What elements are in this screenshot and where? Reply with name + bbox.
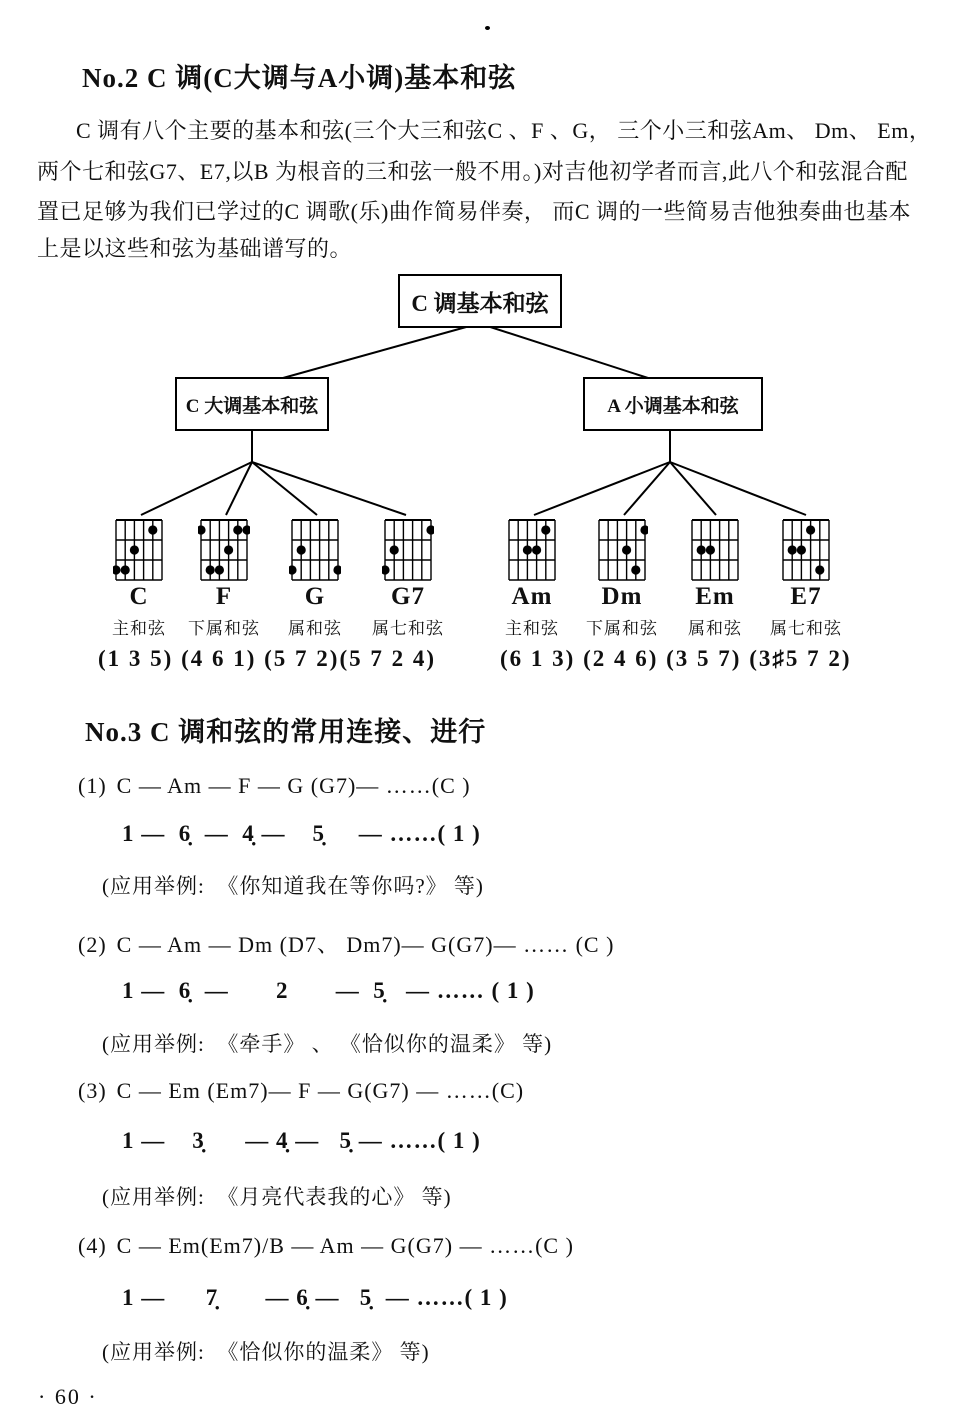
finger-dot — [121, 565, 130, 574]
finger-dot — [815, 565, 824, 574]
finger-dot — [806, 525, 815, 534]
chord-name: Em — [695, 583, 735, 610]
chord-diagram-Em — [672, 518, 758, 639]
finger-dot — [622, 545, 631, 554]
finger-dot — [242, 525, 250, 534]
finger-dot — [426, 525, 434, 534]
chord-name: F — [215, 583, 233, 610]
finger-dot — [706, 545, 715, 554]
chord-name: G7 — [391, 583, 425, 610]
finger-dot — [148, 525, 157, 534]
chord-function-label: 下属和弦 — [586, 619, 658, 638]
chord-grid — [289, 518, 341, 582]
paragraph-line: 上是以这些和弦为基础谱写的。 — [37, 236, 353, 261]
chord-function-label: 属和弦 — [688, 619, 742, 638]
finger-dot — [523, 545, 532, 554]
progression-chord-sequence: C — Em (Em7)— F — G(G7) — ……(C) — [116, 1078, 525, 1103]
chord-function-label: 主和弦 — [505, 619, 559, 638]
progression-chords — [78, 773, 471, 799]
progression-chords — [78, 1233, 574, 1259]
chord-function-label: 下属和弦 — [188, 619, 260, 638]
chord-name: C — [129, 583, 149, 610]
tree-right-box: A 小调基本和弦 — [583, 377, 763, 431]
chord-diagram-E7 — [763, 518, 849, 639]
tree-left-box: C 大调基本和弦 — [175, 377, 329, 431]
chord-grid — [113, 518, 165, 582]
chord-function-label: 主和弦 — [112, 619, 166, 638]
section2-title: No.2 C 调(C大调与A小调)基本和弦 — [82, 63, 517, 93]
finger-dot — [198, 525, 206, 534]
finger-dot — [788, 545, 797, 554]
degrees-line-minor: (6 1 3) (2 4 6) (3 5 7) (3♯5 7 2) — [500, 646, 852, 671]
tree-root-box: C 调基本和弦 — [398, 274, 562, 328]
progression-degrees: 1 — 3̣ — 4̣ — 5̣ — ……( 1 ) — [122, 1128, 481, 1153]
progression-chords — [78, 928, 614, 959]
chord-name: G — [304, 583, 326, 610]
finger-dot — [640, 525, 648, 534]
finger-dot — [382, 565, 390, 574]
chord-diagram-Am — [489, 518, 575, 639]
section3-title: No.3 C 调和弦的常用连接、进行 — [85, 717, 487, 747]
chord-diagram-F — [181, 518, 267, 639]
chord-function-label: 属和弦 — [288, 619, 342, 638]
chord-function-label: 属七和弦 — [770, 619, 842, 638]
finger-dot — [289, 565, 297, 574]
chord-name: Dm — [601, 583, 643, 610]
finger-dot — [697, 545, 706, 554]
chord-grid — [689, 518, 741, 582]
finger-dot — [390, 545, 399, 554]
chord-diagram-G — [272, 518, 358, 639]
progression-chord-sequence: C — Am — Dm (D7、 Dm7)— G(G7)— …… (C ) — [116, 932, 615, 957]
finger-dot — [631, 565, 640, 574]
finger-dot — [233, 525, 242, 534]
paragraph-line: 置已足够为我们已学过的C 调歌(乐)曲作简易伴奏， 而C 调的一些简易吉他独奏曲也基本 — [37, 199, 912, 224]
chord-grid — [596, 518, 648, 582]
chord-grid — [382, 518, 434, 582]
progression-number: (3) — [78, 1078, 107, 1103]
chord-grid — [506, 518, 558, 582]
paragraph-line: 两个七和弦G7、E7,以B 为根音的三和弦一般不用。)对吉他初学者而言,此八个和弦混合配 — [37, 159, 908, 184]
finger-dot — [113, 565, 121, 574]
chord-diagram-C — [96, 518, 182, 639]
progression-number: (4) — [78, 1233, 107, 1258]
chord-function-label: 属七和弦 — [372, 619, 444, 638]
finger-dot — [797, 545, 806, 554]
finger-dot — [206, 565, 215, 574]
progression-example: (应用举例: 《你知道我在等你吗?》 等) — [102, 874, 484, 898]
page-number: · 60 · — [38, 1384, 98, 1409]
degrees-line-major: (1 3 5) (4 6 1) (5 7 2)(5 7 2 4) — [98, 646, 437, 671]
progression-degrees: 1 — 6̣ — 2 — 5̣ — …… ( 1 ) — [122, 978, 535, 1003]
progression-number: (1) — [78, 773, 107, 798]
progression-chord-sequence: C — Am — F — G (G7)— ……(C ) — [116, 773, 471, 798]
chord-name: E7 — [790, 583, 822, 610]
paragraph-line: C 调有八个主要的基本和弦(三个大三和弦C 、F 、G， 三个小三和弦Am、 Dm、 Em， — [76, 118, 932, 143]
progression-chord-sequence: C — Em(Em7)/B — Am — G(G7) — ……(C ) — [116, 1233, 574, 1258]
progression-example: (应用举例: 《月亮代表我的心》 等) — [102, 1185, 452, 1209]
progression-chords — [78, 1078, 524, 1104]
finger-dot — [215, 565, 224, 574]
progression-example: (应用举例: 《恰似你的温柔》 等) — [102, 1340, 430, 1364]
chord-diagram-Dm — [579, 518, 665, 639]
progression-degrees: 1 — 7̣ — 6̣ — 5̣ — ……( 1 ) — [122, 1285, 508, 1310]
scan-artifact — [485, 26, 490, 30]
finger-dot — [333, 565, 341, 574]
finger-dot — [532, 545, 541, 554]
chord-grid — [198, 518, 250, 582]
chord-grid — [780, 518, 832, 582]
finger-dot — [224, 545, 233, 554]
finger-dot — [297, 545, 306, 554]
chord-diagram-G7 — [365, 518, 451, 639]
finger-dot — [541, 525, 550, 534]
finger-dot — [130, 545, 139, 554]
progression-degrees: 1 — 6̣ — 4̣ — 5̣ — ……( 1 ) — [122, 821, 481, 846]
progression-number: (2) — [78, 932, 107, 957]
chord-name: Am — [511, 583, 553, 610]
progression-example: (应用举例: 《牵手》 、 《恰似你的温柔》 等) — [102, 1032, 553, 1056]
